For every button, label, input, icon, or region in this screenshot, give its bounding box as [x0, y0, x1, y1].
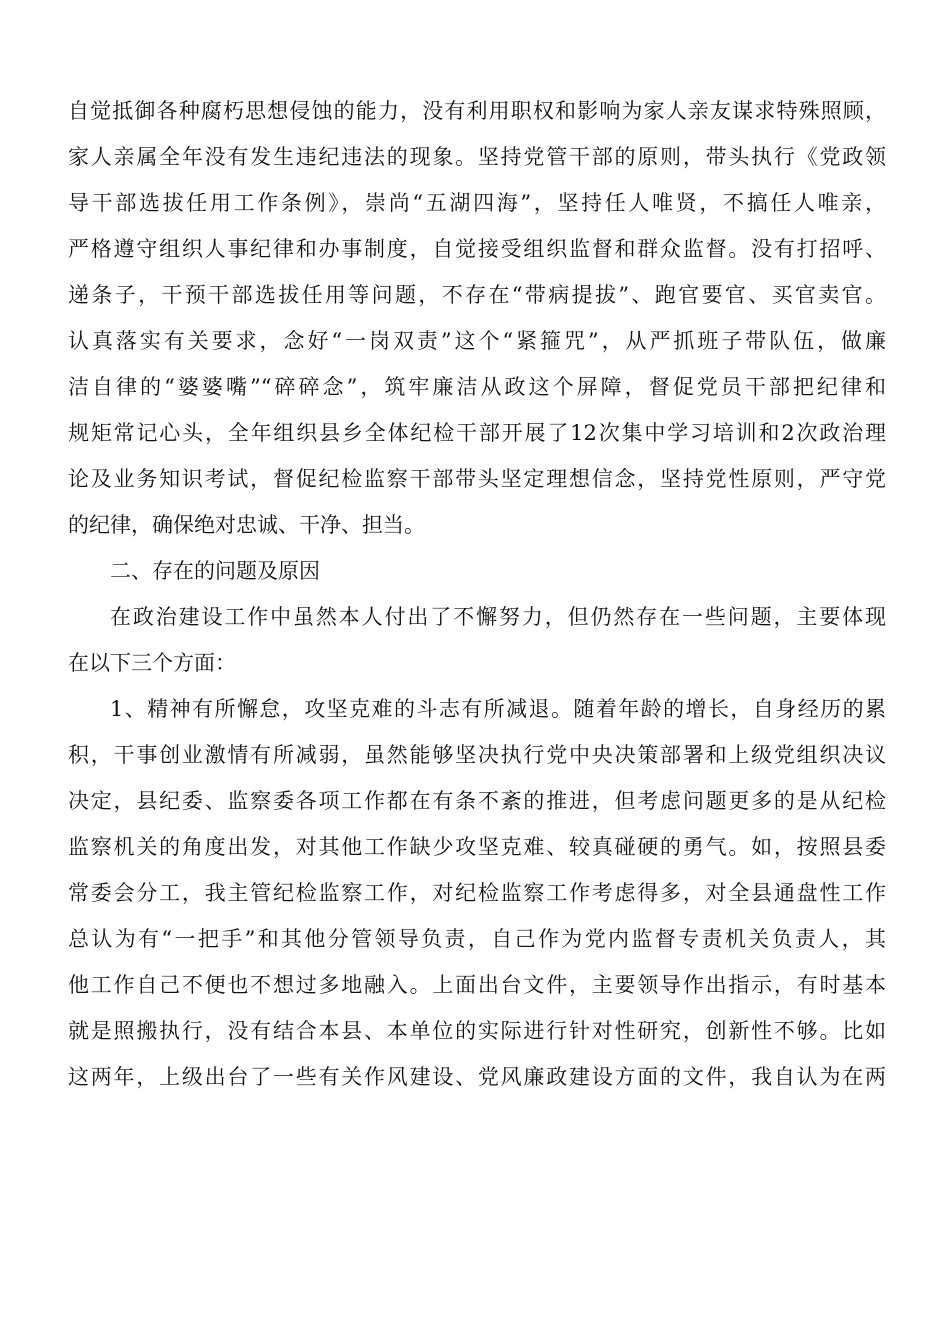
text-line: 1、精神有所懈怠，攻坚克难的斗志有所减退。随着年龄的增长，自身经历的累: [110, 697, 886, 721]
section-heading: 二、存在的问题及原因: [110, 559, 320, 583]
text-line: 就是照搬执行，没有结合本县、本单位的实际进行针对性研究，创新性不够。比如: [68, 1019, 886, 1043]
text-line: 论及业务知识考试，督促纪检监察干部带头坚定理想信念，坚持党性原则，严守党: [68, 467, 886, 491]
text-line: 常委会分工，我主管纪检监察工作，对纪检监察工作考虑得多，对全县通盘性工作: [68, 881, 886, 905]
text-line: 决定，县纪委、监察委各项工作都在有条不紊的推进，但考虑问题更多的是从纪检: [68, 789, 886, 813]
text-line: 他工作自己不便也不想过多地融入。上面出台文件，主要领导作出指示，有时基本: [68, 973, 886, 997]
text-line: 家人亲属全年没有发生违纪违法的现象。坚持党管干部的原则，带头执行《党政领: [68, 145, 886, 169]
text-line: 严格遵守组织人事纪律和办事制度，自觉接受组织监督和群众监督。没有打招呼、: [68, 237, 886, 261]
text-line: 规矩常记心头，全年组织县乡全体纪检干部开展了12次集中学习培训和2次政治理: [68, 421, 886, 445]
text-line: 积，干事创业激情有所减弱，虽然能够坚决执行党中央决策部署和上级党组织决议: [68, 743, 886, 767]
text-line: 递条子，干预干部选拔任用等问题，不存在“带病提拔”、跑官要官、买官卖官。: [68, 283, 886, 307]
text-line: 认真落实有关要求，念好“一岗双责”这个“紧箍咒”，从严抓班子带队伍，做廉: [68, 329, 886, 353]
text-line: 自觉抵御各种腐朽思想侵蚀的能力，没有利用职权和影响为家人亲友谋求特殊照顾，: [68, 99, 886, 123]
text-line: 监察机关的角度出发，对其他工作缺少攻坚克难、较真碰硬的勇气。如，按照县委: [68, 835, 886, 859]
document-page: [68, 88, 886, 1100]
text-line: 在以下三个方面：: [68, 651, 236, 675]
text-line: 这两年，上级出台了一些有关作风建设、党风廉政建设方面的文件，我自认为在两: [68, 1065, 886, 1089]
text-line: 导干部选拔任用工作条例》，崇尚“五湖四海”，坚持任人唯贤，不搞任人唯亲，: [68, 191, 886, 215]
text-line: 在政治建设工作中虽然本人付出了不懈努力，但仍然存在一些问题，主要体现: [110, 605, 886, 629]
text-line: 的纪律，确保绝对忠诚、干净、担当。: [68, 513, 425, 537]
text-line: 洁自律的“婆婆嘴”“碎碎念”，筑牢廉洁从政这个屏障，督促党员干部把纪律和: [68, 375, 886, 399]
text-line: 总认为有“一把手”和其他分管领导负责，自己作为党内监督专责机关负责人，其: [68, 927, 886, 951]
